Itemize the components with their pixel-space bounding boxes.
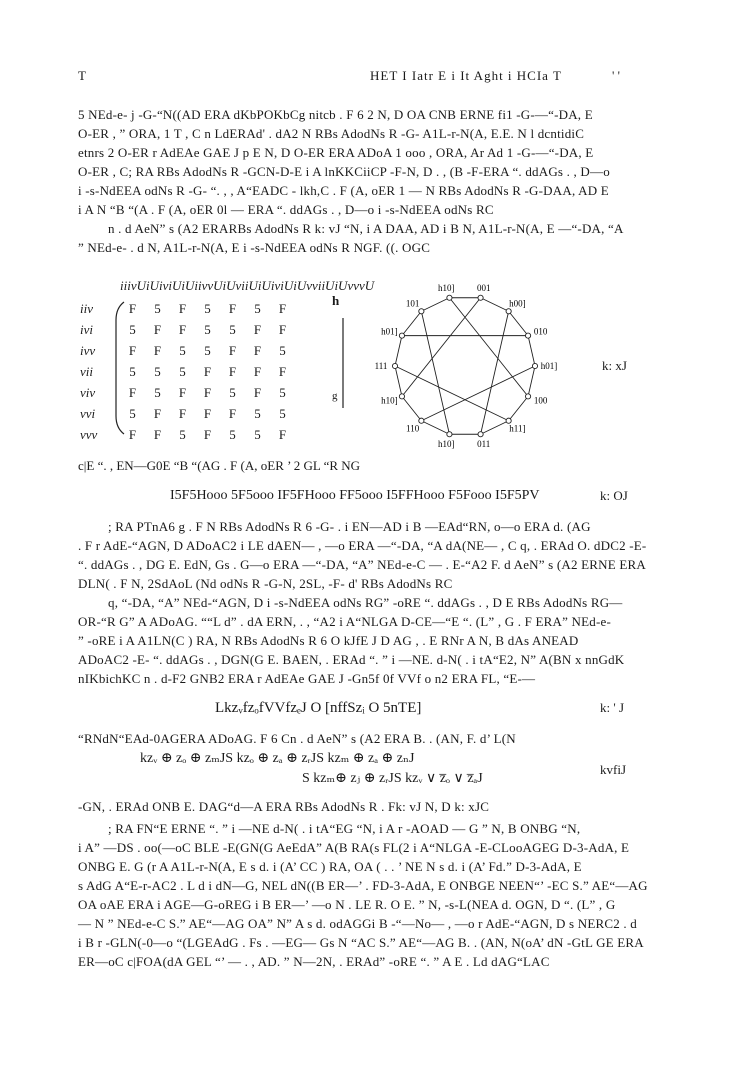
- text-line: i B r -GLN(-0—o “(LGEAdG . Fs . —EG— Gs N “AC S.” AE“—AG B. . (AN, N(oA’ dN -GtL GE ERA: [78, 935, 644, 950]
- matrix-cell: 5: [179, 426, 186, 442]
- graph-chord-edge: [402, 298, 481, 397]
- matrix-cell: F: [228, 342, 237, 358]
- graph-node: [447, 432, 452, 437]
- graph-cycle-edge: [395, 366, 402, 396]
- matrix-cell: 5: [279, 342, 286, 358]
- graph-node-label: 110: [406, 423, 420, 434]
- matrix-row: [80, 298, 295, 319]
- matrix-cell: F: [153, 321, 162, 337]
- graph-node: [447, 295, 452, 300]
- graph-node-label: 010: [533, 326, 548, 337]
- graph-node-label: 011: [477, 438, 491, 449]
- matrix-cell: F: [203, 426, 212, 442]
- matrix-cell: F: [153, 405, 162, 421]
- matrix-row: [80, 424, 295, 445]
- text-line: ; RA FN“E ERNE “. ” i —NE d-N( . i tA“EG “N, i A r -AOAD — G ” N, B ONBG “N,: [108, 821, 581, 836]
- running-header-left: T: [78, 68, 86, 83]
- graph-cycle-edge: [481, 298, 509, 312]
- matrix-cell: F: [178, 321, 187, 337]
- matrix-right-bracket: [340, 318, 346, 408]
- matrix-cell: F: [278, 363, 287, 379]
- matrix-cell: F: [178, 300, 187, 316]
- matrix-cell: F: [153, 342, 162, 358]
- matrix-row: [80, 361, 295, 382]
- matrix-cell: 5: [254, 405, 261, 421]
- matrix-cell: 5: [154, 300, 161, 316]
- matrix-cell: F: [153, 426, 162, 442]
- matrix-cell: F: [278, 300, 287, 316]
- matrix-row: [80, 403, 295, 424]
- figure-caption: c|E “. , EN—G0E “B “(AG . F (A, oER ’ 2 GL “R NG: [78, 458, 361, 473]
- matrix-cell: 5: [129, 363, 136, 379]
- cycle-graph-figure: [374, 278, 570, 449]
- matrix-cell: 5: [229, 426, 236, 442]
- matrix-row-label: viv: [80, 384, 96, 400]
- matrix-cell: 5: [129, 321, 136, 337]
- matrix-cell: F: [128, 426, 137, 442]
- matrix-cell: F: [278, 321, 287, 337]
- graph-node-label: h10]: [438, 438, 455, 449]
- matrix-cell: 5: [254, 300, 261, 316]
- text-line: i A N “B “(A . F (A, oER 0l — ERA “. ddAGs . , D—o i -s-NdEEA odNs RC: [78, 202, 494, 217]
- graph-cycle-edge: [402, 311, 421, 335]
- matrix-cell: 5: [254, 426, 261, 442]
- matrix-row-label: vii: [80, 363, 93, 379]
- graph-chord-edge: [421, 366, 535, 421]
- text-line: OA oAE ERA i AGE—G-oREG i B ER—’ —o N . LE R. O E. ” N, -s-L(NEA d. OGN, D “. (L” , G: [78, 897, 616, 912]
- text-line: -GN, . ERAd ONB E. DAG“d—A ERA RBs AdodNs R . Fk: vJ N, D k: xJC: [78, 799, 490, 814]
- graph-node: [399, 333, 404, 338]
- matrix-cell: F: [253, 342, 262, 358]
- text-line: etnrs 2 O-ER r AdEAe GAE J p E N, D O-ER ERA ADoA 1 ooo , ORA, Ar Ad 1 -G-—“-DA, E: [78, 145, 594, 160]
- equation-2-number: k: ' J: [600, 700, 625, 715]
- matrix-cell: 5: [279, 405, 286, 421]
- text-line: i A” —DS . oo(—oC BLE -E(GN(G AeEdA” A(B RA(s FL(2 i A“NLGA -E-CLooAGEG D-3-AdA, E: [78, 840, 630, 855]
- text-line: DLN( . F N, 2SdAoL (Nd odNs R -G-N, 2SL, -F- d' RBs AdodNs RC: [78, 576, 453, 591]
- matrix-cell: F: [128, 300, 137, 316]
- graph-cycle-edge: [528, 366, 535, 396]
- matrix-cell: F: [228, 300, 237, 316]
- running-header-title: HET I Iatr E i It Aght i HCIa T: [370, 68, 562, 83]
- graph-node: [419, 309, 424, 314]
- graph-node-label: h10]: [381, 395, 398, 406]
- text-line: — N ” NEd-e-C S.” AE“—AG OA” N” A s d. odAGGi B -“—No— , —o r AdE-“AGN, D s NERC2 . d: [78, 916, 637, 931]
- equation-3-line-2: S kzₘ⊕ zⱼ ⊕ zᵣJS kzᵥ ∨ z̅ₒ ∨ z̅ₐJ: [302, 771, 483, 786]
- matrix-cell: F: [203, 363, 212, 379]
- text-line: OR-“R G” A ADoAG. ““L d” . dA ERN, . , “A2 i A“NLGA D-CE—“E “. (L” , G . F ERA” NEd-e-: [78, 614, 612, 629]
- matrix-row: [80, 319, 295, 340]
- text-line: ” NEd-e- . d N, A1L-r-N(A, E i -s-NdEEA odNs R NGF. ((. OGC: [78, 240, 431, 255]
- matrix-cell: F: [178, 384, 187, 400]
- matrix-table: [80, 298, 295, 445]
- graph-node: [532, 363, 537, 368]
- matrix-cell: 5: [229, 384, 236, 400]
- matrix-column-headers: iiivUiUiviUiUiivvUiUviiUiUiviUiUvviiUiUvvvU: [120, 278, 375, 293]
- text-line: s AdG A“E-r-AC2 . L d i dN—G, NEL dN((B ER—’ . FD-3-AdA, E ONBGE NEEN“’ -EC S.” AE“—AG: [78, 878, 648, 893]
- graph-node-label: h01]: [381, 326, 398, 337]
- graph-cycle-edge: [421, 421, 449, 435]
- matrix-cell: F: [128, 342, 137, 358]
- graph-node-label: h11]: [509, 423, 526, 434]
- equation-3-line-1: kzᵥ ⊕ zₒ ⊕ zₘJS kzₒ ⊕ zₐ ⊕ zᵣJS kzₘ ⊕ zₐ ⊕ zₙJ: [140, 751, 415, 766]
- text-line: ADoAC2 -E- “. ddAGs . , DGN(G E. BAEN, . ERAd “. ” i —NE. d-N( . i tA“E2, N” A(BN x nnGdK: [78, 652, 625, 667]
- matrix-row-label: vvv: [80, 426, 98, 442]
- graph-node: [399, 394, 404, 399]
- matrix-row-label: vvi: [80, 405, 96, 421]
- matrix-cell: F: [203, 384, 212, 400]
- text-line: ” -oRE i A A1LN(C ) RA, N RBs AdodNs R 6 O kJfE J D AG , . E RNr A N, B dAs ANEAD: [78, 633, 579, 648]
- graph-edges: [395, 298, 535, 434]
- graph-cycle-edge: [395, 336, 402, 366]
- matrix-cell: 5: [229, 321, 236, 337]
- graph-cycle-edge: [421, 298, 449, 312]
- text-line: ; RA PTnA6 g . F N RBs AdodNs R 6 -G- . i EN—AD i B —EAd“RN, o—o ERA d. (AG: [108, 519, 591, 534]
- equation-2: LkzᵥfzₒfVVfzₑJ O [nffSzᵢ O 5nTE]: [215, 700, 422, 716]
- equation-number-graph: k: xJ: [602, 358, 627, 373]
- text-line: i -s-NdEEA odNs R -G- “. , , A“EADC - lkh,C . F (A, oER 1 — N RBs AdodNs R -G-DAA, AD E: [78, 183, 609, 198]
- graph-node-label: h00]: [509, 298, 526, 309]
- graph-node: [392, 363, 397, 368]
- matrix-side-mark-g: g: [332, 390, 338, 402]
- matrix-row: [80, 382, 295, 403]
- graph-node: [478, 295, 483, 300]
- graph-cycle-edge: [509, 396, 528, 420]
- graph-node-label: 001: [476, 283, 491, 294]
- graph-node-label: h01]: [540, 361, 558, 371]
- equation-3-number: kvfiJ: [600, 762, 626, 777]
- matrix-row-label: iiv: [80, 300, 93, 316]
- matrix-cell: F: [128, 384, 137, 400]
- matrix-cell: F: [278, 426, 287, 442]
- graph-node: [478, 432, 483, 437]
- text-line: nIKbichKC n . d-F2 GNB2 ERA r AdEAe GAE J -Gn5f 0f VVf o n2 ERA FL, “E-—: [78, 671, 536, 686]
- matrix-row: [80, 340, 295, 361]
- page-number: ' ': [612, 68, 620, 83]
- graph-node: [525, 394, 530, 399]
- matrix-cell: 5: [204, 321, 211, 337]
- matrix-cell: F: [228, 363, 237, 379]
- equation-1: I5F5Hooo 5F5ooo IF5FHooo FF5ooo I5FFHooo F5Fooo I5F5PV: [170, 488, 540, 503]
- text-line: ONBG E. G (r A A1L-r-N(A, E s d. i (A’ CC ) RA, OA ( . . ’ NE N s d. i (A’ Fd.” D-3-AdA, E: [78, 859, 582, 874]
- graph-cycle-edge: [528, 336, 535, 366]
- matrix-cell: F: [203, 405, 212, 421]
- text-line: q, “-DA, “A” NEd-“AGN, D i -s-NdEEA odNs RG” -oRE “. ddAGs . , D E RBs AdodNs RG—: [108, 595, 623, 610]
- graph-chord-edge: [395, 366, 509, 421]
- graph-node-label: 111: [374, 361, 388, 371]
- graph-cycle-edge: [481, 421, 509, 435]
- graph-node: [525, 333, 530, 338]
- graph-cycle-edge: [402, 396, 421, 420]
- matrix-cell: F: [228, 405, 237, 421]
- text-line: “. ddAGs . , DG E. EdN, Gs . G—o ERA —“-DA, “A” NEd-e-C — . E-“A2 F. d AeN” s (A2 ERNE ERA: [78, 557, 646, 572]
- text-line: “RNdN“EAd-0AGERA ADoAG. F 6 Cn . d AeN” s (A2 ERA B. . (AN, F. d’ L(N: [78, 731, 516, 746]
- matrix-cell: 5: [154, 384, 161, 400]
- graph-node-label: 100: [533, 395, 548, 406]
- text-line: O-ER , ” ORA, 1 T , C n LdERAd' . dA2 N RBs AdodNs R -G- A1L-r-N(A, E.E. N l dcntidiC: [78, 126, 585, 141]
- text-line: n . d AeN” s (A2 ERARBs AdodNs R k: vJ “N, i A DAA, AD i B N, A1L-r-N(A, E —“-DA, “A: [108, 221, 624, 236]
- text-line: O-ER , C; RA RBs AdodNs R -GCN-D-E i A lnKKCiiCP -F-N, D . , (B -F-ERA “. ddAGs . , D—o: [78, 164, 610, 179]
- matrix-cell: 5: [179, 363, 186, 379]
- matrix-cell: F: [178, 405, 187, 421]
- matrix-cell: 5: [179, 342, 186, 358]
- graph-node: [506, 309, 511, 314]
- graph-chord-edge: [449, 298, 528, 397]
- graph-node: [419, 418, 424, 423]
- matrix-cell: F: [253, 321, 262, 337]
- graph-cycle-edge: [509, 311, 528, 335]
- graph-chord-edge: [481, 311, 509, 434]
- matrix-cell: 5: [204, 300, 211, 316]
- text-line: 5 NEd-e- j -G-“N((AD ERA dKbPOKbCg nitcb . F 6 2 N, D OA CNB ERNE fi1 -G-—“-DA, E: [78, 107, 593, 122]
- matrix-cell: F: [253, 384, 262, 400]
- matrix-cell: 5: [279, 384, 286, 400]
- matrix-cell: 5: [204, 342, 211, 358]
- graph-node-label: 101: [405, 298, 420, 309]
- graph-chord-edge: [421, 311, 449, 434]
- matrix-side-mark-h: h: [332, 293, 340, 308]
- matrix-row-label: ivv: [80, 342, 96, 358]
- equation-1-number: k: OJ: [600, 488, 628, 503]
- matrix-cell: F: [253, 363, 262, 379]
- text-line: ER—oC c|FOA(dA GEL “’ — . , AD. ” N—2N, . ERAd” -oRE “. ” A E . Ld dAG“LAC: [78, 954, 550, 969]
- matrix-row-label: ivi: [80, 321, 93, 337]
- graph-node-label: h10]: [438, 283, 455, 294]
- text-line: . F r AdE-“AGN, D ADoAC2 i LE dAEN— , —o ERA —“-DA, “A dA(NE— , C q, . ERAd O. dDC2 -E-: [78, 538, 647, 553]
- matrix-cell: 5: [154, 363, 161, 379]
- matrix-cell: 5: [129, 405, 136, 421]
- graph-nodes: [375, 283, 558, 449]
